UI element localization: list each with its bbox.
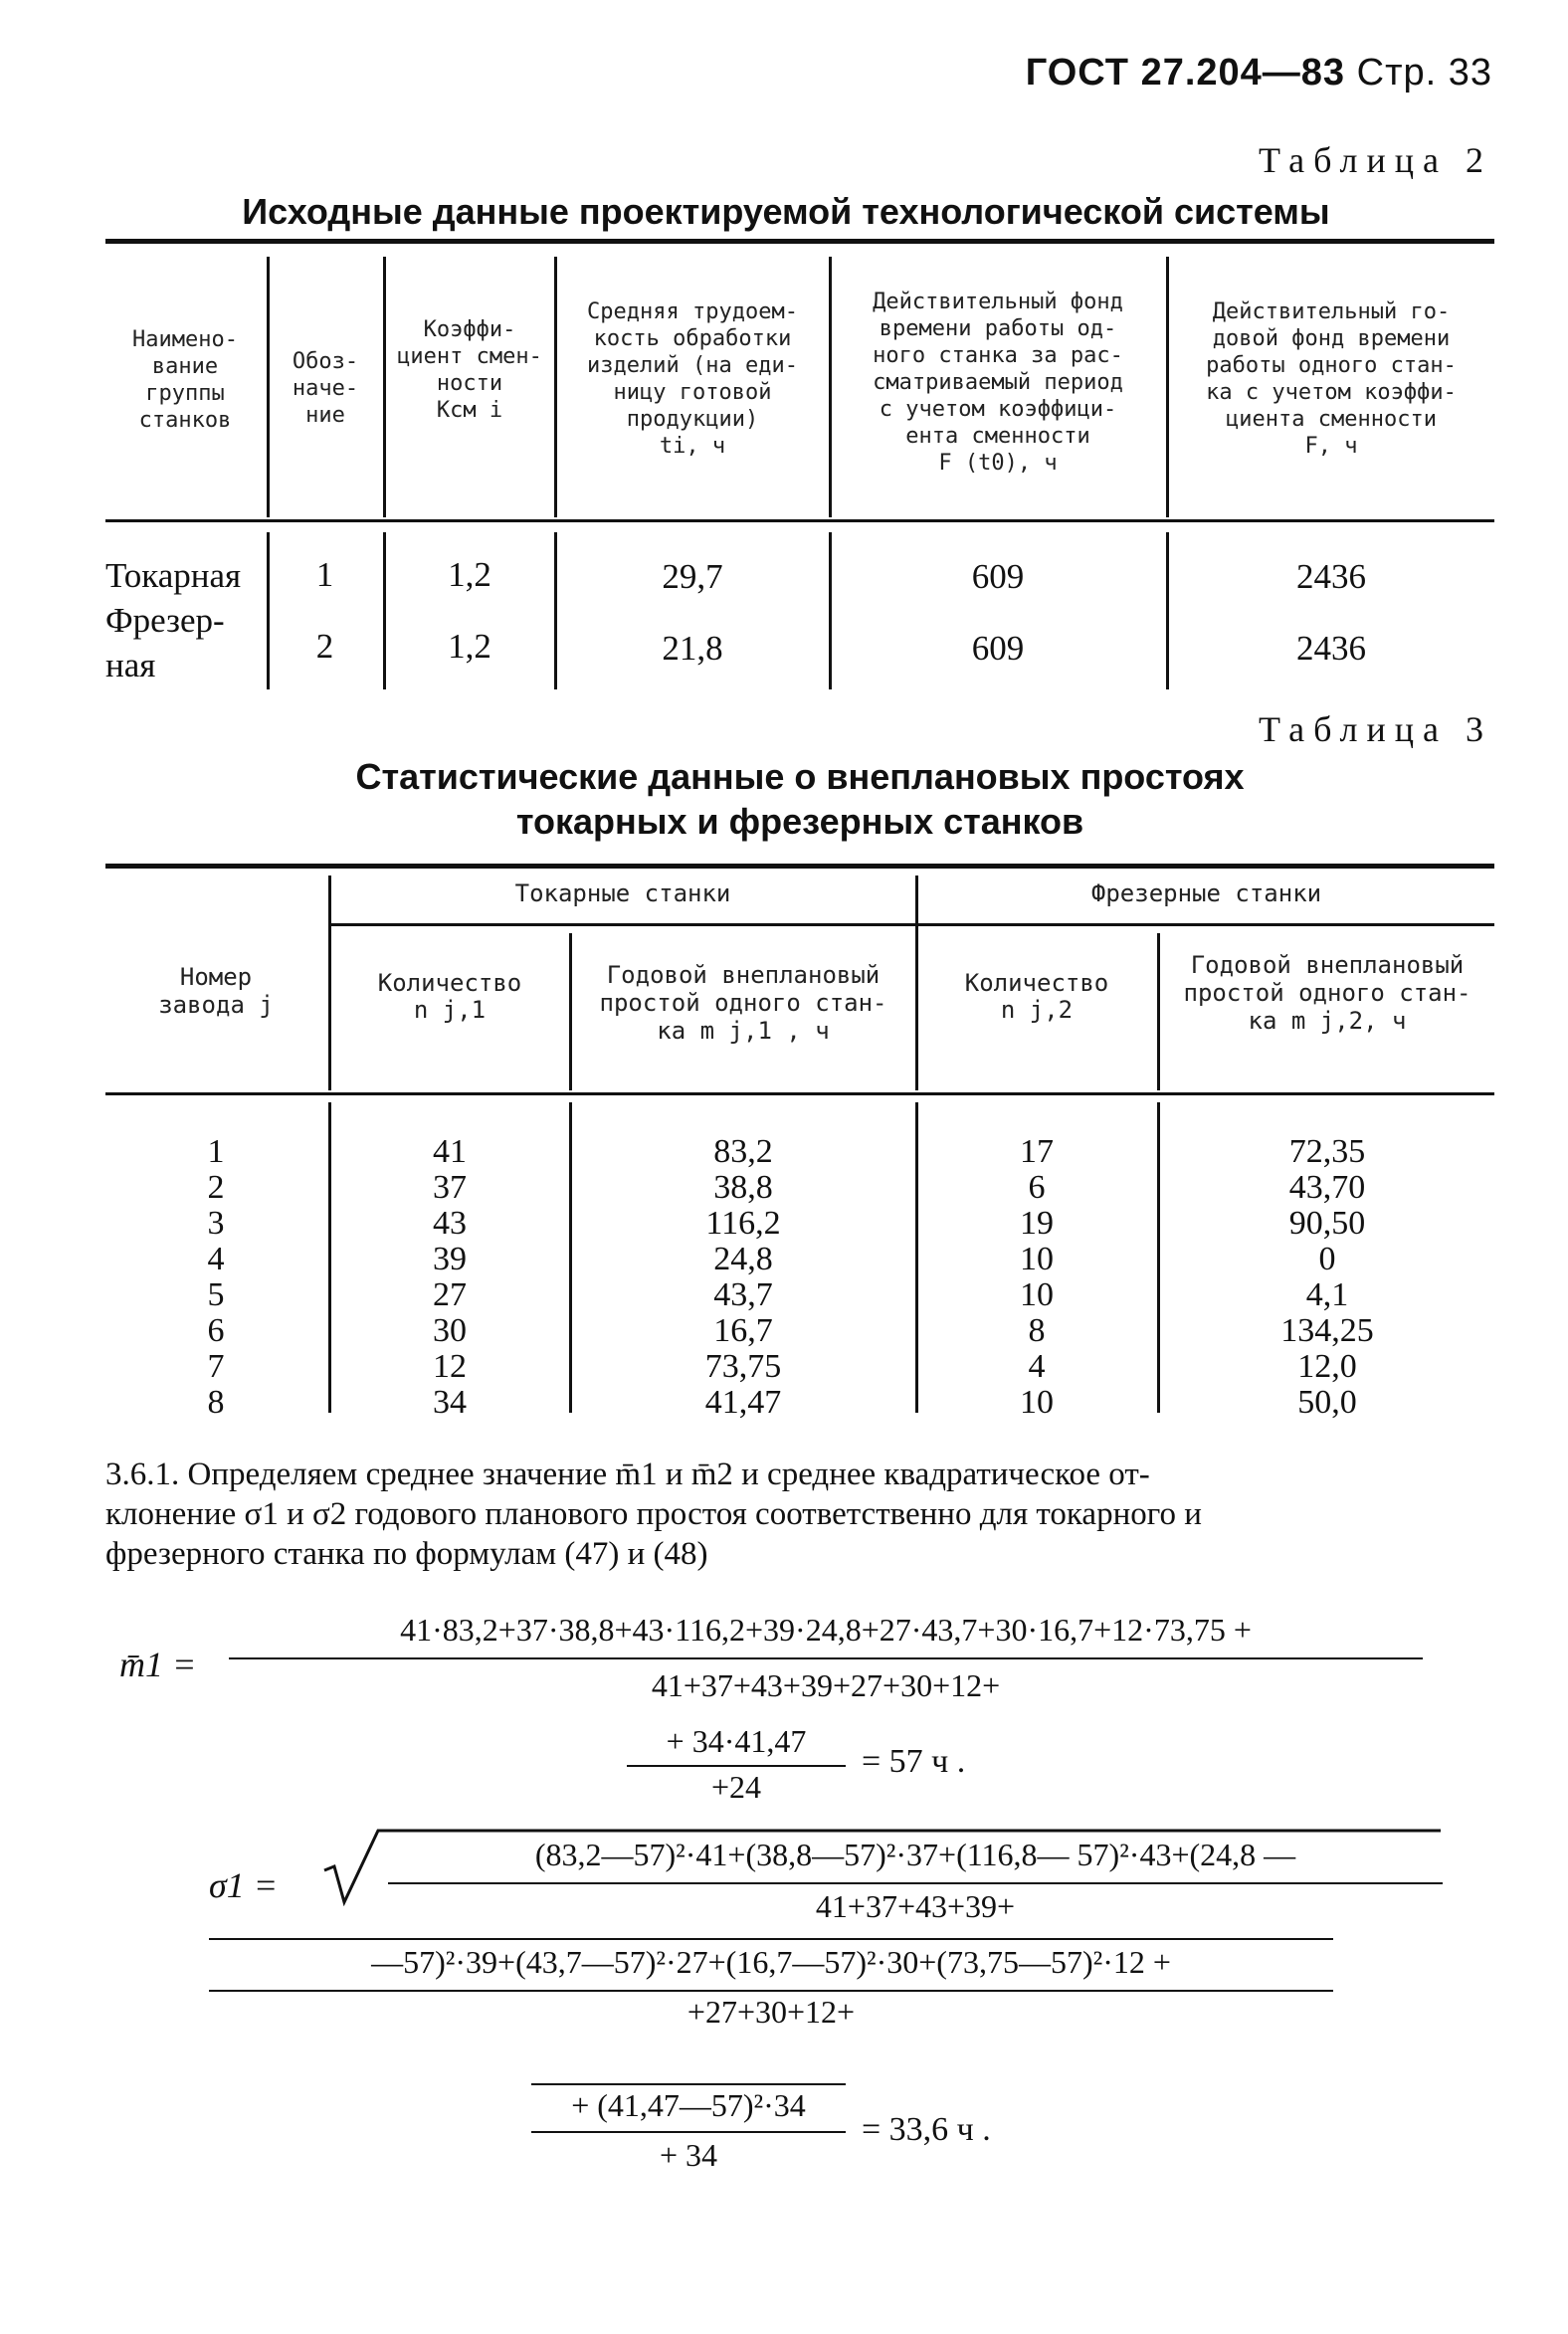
t3-cell-m1: 24,8 (713, 1241, 773, 1277)
t3-cell-factory: 3 (207, 1205, 225, 1242)
t2-row2-fund-period: 609 (971, 629, 1025, 668)
t2-row1-coef: 1,2 (448, 555, 491, 594)
sigma1-numerator: (83,2—57)²·41+(38,8—57)²·37+(116,8— 57)²·43+(24,8 — (534, 1837, 1296, 1872)
t3-cell-n1: 34 (433, 1384, 467, 1421)
sigma1-sqrt-bar-cont (209, 1938, 1333, 1940)
t3-header-count1: Количество n j,1 (377, 969, 522, 1024)
t3-cell-n1: 41 (433, 1133, 467, 1170)
table3-title-line2: токарных и фрезерных станков (515, 801, 1084, 842)
t3-cell-factory: 2 (207, 1169, 225, 1206)
t3-cell-m1: 38,8 (713, 1169, 773, 1206)
table3-title-line1: Статистические данные о внеплановых простоях (355, 756, 1245, 797)
page-number: Стр. 33 (1356, 52, 1492, 94)
t3-group-lathe: Токарные станки (514, 879, 731, 907)
t3-cell-m2: 90,50 (1288, 1205, 1366, 1242)
t3-col-down1 (572, 1134, 914, 1421)
t2-header-labor: Средняя трудоем- кость обработки изделий (на еди- ницу готовой продукции) ti, ч (587, 299, 798, 459)
t3-col-factory (105, 1134, 326, 1421)
t3-header-rule (105, 1092, 1494, 1095)
t3-cell-factory: 1 (207, 1133, 225, 1170)
t3-cell-factory: 8 (207, 1384, 225, 1421)
t2-row2-fund-annual: 2436 (1296, 629, 1366, 668)
t3-cell-n1: 39 (433, 1241, 467, 1277)
t2-row2-id: 2 (315, 627, 334, 666)
sigma1-result: = 33,6 ч . (862, 2111, 991, 2148)
t3-cell-m2: 72,35 (1288, 1133, 1366, 1170)
t3-cell-m1: 16,7 (713, 1312, 773, 1349)
t2-row1-id: 1 (315, 555, 334, 594)
t2-row2-labor: 21,8 (662, 629, 723, 668)
t3-cell-n1: 27 (433, 1276, 467, 1313)
t3-cell-n2: 19 (1020, 1205, 1054, 1242)
t3-cell-m2: 134,25 (1280, 1312, 1374, 1349)
t3-cell-factory: 5 (207, 1276, 225, 1313)
t3-cell-n1: 37 (433, 1169, 467, 1206)
t3-group-milling: Фрезерные станки (1090, 879, 1322, 907)
t3-cell-n1: 30 (433, 1312, 467, 1349)
t2-header-id: Обоз- наче- ние (292, 349, 359, 428)
t3-cell-m1: 43,7 (713, 1276, 773, 1313)
m1-result: = 57 ч . (862, 1743, 966, 1780)
sigma1-fraction-bar2 (209, 1990, 1333, 1992)
t3-col-count2 (918, 1134, 1155, 1421)
t3-cell-m2: 4,1 (1305, 1276, 1349, 1313)
t3-cell-n2: 10 (1020, 1384, 1054, 1421)
sigma1-denominator: 41+37+43+39+ (815, 1888, 1016, 1924)
m1-numerator-cont: + 34·41,47 (666, 1723, 807, 1759)
t3-cell-m1: 41,47 (704, 1384, 782, 1421)
t3-cell-m2: 50,0 (1297, 1384, 1357, 1421)
sigma1-numerator-cont: —57)²·39+(43,7—57)²·27+(16,7—57)²·30+(73,75—57)²·12 + (371, 1944, 1171, 1980)
t3-header-count2: Количество n j,2 (964, 969, 1109, 1024)
t2-row1-labor: 29,7 (662, 557, 723, 596)
t3-cell-n2: 4 (1028, 1348, 1046, 1385)
m1-fraction-bar2 (627, 1765, 846, 1767)
t3-cell-m2: 0 (1318, 1241, 1336, 1277)
sigma1-denominator-last: + 34 (659, 2137, 718, 2173)
t3-cell-n1: 12 (433, 1348, 467, 1385)
sigma1-fraction-bar3 (531, 2131, 846, 2133)
t3-header-down1: Годовой внеплановый простой одного стан- ка m j,1 , ч (599, 961, 887, 1045)
m1-fraction-bar (229, 1657, 1423, 1659)
t2-header-coef: Коэффи- циент смен- ности Kсм i (397, 317, 542, 423)
t2-header-fund-annual: Действительный го- довой фонд времени работы одного стан- ка с учетом коэффи- циента сменности F, ч (1206, 299, 1457, 459)
t3-col-down2 (1160, 1134, 1494, 1421)
t3-cell-factory: 6 (207, 1312, 225, 1349)
t2-row1-fund-annual: 2436 (1296, 557, 1366, 596)
t2-header-fund-period: Действительный фонд времени работы од- ного станка за рас- сматриваемый период с учетом коэффици- ента сменности F (t0), ч (873, 290, 1123, 476)
table3-top-rule (105, 864, 1494, 869)
t3-cell-m1: 116,2 (705, 1205, 781, 1242)
page-header (1026, 52, 1492, 95)
m1-denominator: 41+37+43+39+27+30+12+ (651, 1667, 1001, 1703)
t3-cell-n2: 10 (1020, 1276, 1054, 1313)
sigma1-fraction-bar (388, 1882, 1443, 1884)
t2-header-name: Наимено- вание группы станков (132, 327, 238, 433)
t3-header-factory: Номер завода j (158, 963, 274, 1019)
t2-row1-name: Токарная (105, 556, 242, 595)
t3-cell-n2: 10 (1020, 1241, 1054, 1277)
table2-top-rule (105, 239, 1494, 244)
sigma1-denominator-cont: +27+30+12+ (686, 1994, 856, 2030)
sigma1-lhs: σ1 = (209, 1865, 279, 1905)
t2-row1-fund-period: 609 (971, 557, 1025, 596)
t3-cell-m2: 12,0 (1297, 1348, 1357, 1385)
t3-cell-factory: 4 (207, 1241, 225, 1277)
t3-cell-factory: 7 (207, 1348, 225, 1385)
document-code: ГОСТ 27.204—83 (1025, 52, 1346, 94)
t3-cell-n2: 8 (1028, 1312, 1046, 1349)
table2-caption: Таблица 2 (1259, 140, 1492, 180)
t2-row2-name: Фрезер- ная (105, 601, 225, 684)
t3-cell-m1: 73,75 (704, 1348, 782, 1385)
sigma1-sqrt-bar-cont2 (531, 2083, 846, 2085)
paragraph-3-6-1: 3.6.1. Определяем среднее значение m̄1 и m̄2 и среднее квадратическое от- клонение σ1 и σ2 годового планового простоя соответственно для токарного и фрезерного станка по формулам (47) и (48) (105, 1457, 1202, 1572)
t3-header-down2: Годовой внеплановый простой одного стан- ка m j,2, ч (1183, 951, 1471, 1035)
t2-row2-coef: 1,2 (448, 627, 491, 666)
t3-cell-m2: 43,70 (1288, 1169, 1366, 1206)
m1-numerator: 41·83,2+37·38,8+43·116,2+39·24,8+27·43,7+30·16,7+12·73,75 + (400, 1612, 1252, 1648)
m1-denominator-cont: +24 (710, 1769, 762, 1805)
t3-group-rule (328, 923, 1494, 926)
t3-cell-n2: 17 (1020, 1133, 1054, 1170)
t3-cell-n2: 6 (1028, 1169, 1046, 1206)
t2-vline (267, 257, 270, 517)
t3-cell-m1: 83,2 (713, 1133, 773, 1170)
t3-col-count1 (331, 1134, 568, 1421)
t2-header-rule (105, 519, 1494, 522)
table2-title: Исходные данные проектируемой технологической системы (242, 191, 1330, 232)
sigma1-numerator-last: + (41,47—57)²·34 (571, 2087, 806, 2123)
table3-caption: Таблица 3 (1259, 709, 1492, 749)
t3-cell-n1: 43 (433, 1205, 467, 1242)
m1-lhs: m̄1 = (119, 1645, 197, 1684)
